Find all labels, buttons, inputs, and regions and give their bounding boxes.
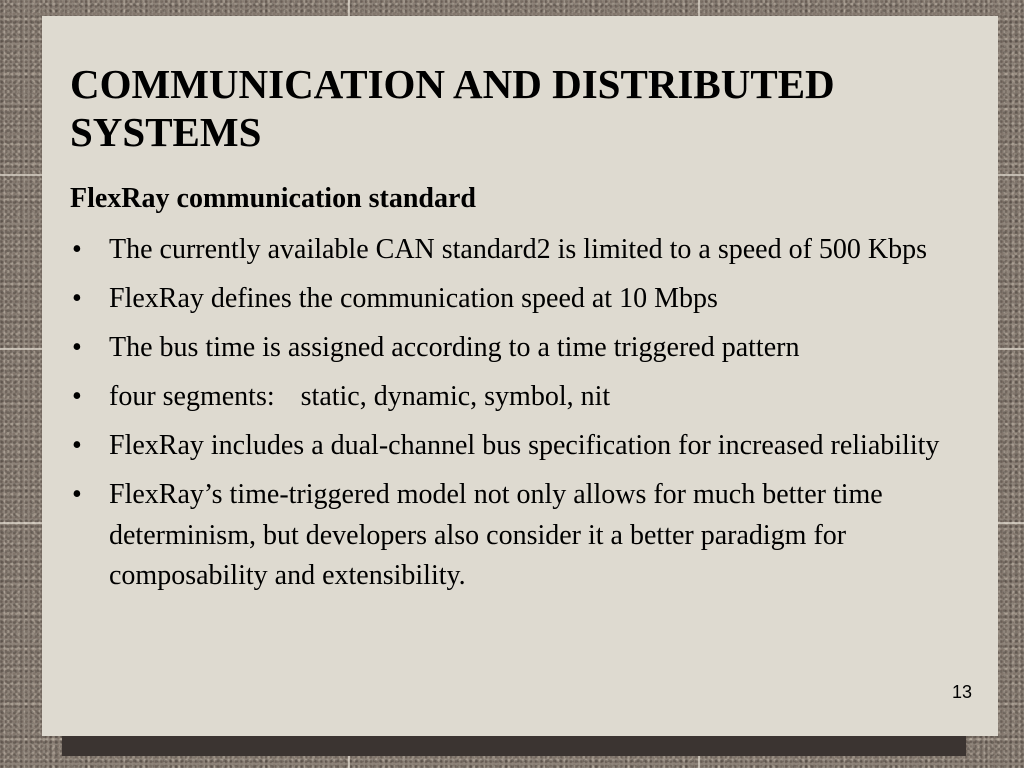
bullet-icon: •	[72, 479, 82, 510]
list-item	[70, 279, 970, 320]
segments-label: four segments:	[109, 381, 275, 412]
bullet-icon: •	[72, 283, 82, 314]
slide-title: COMMUNICATION AND DISTRIBUTED SYSTEMS	[70, 61, 835, 155]
bullet-list	[70, 230, 970, 605]
bullet-icon: •	[72, 234, 82, 265]
list-item	[70, 328, 970, 369]
list-item	[70, 230, 970, 271]
bullet-icon: •	[72, 332, 82, 363]
list-item	[70, 377, 970, 418]
list-item	[70, 475, 970, 597]
bullet-text: The currently available CAN standard2 is limited to a speed of 500 Kbps	[109, 234, 928, 265]
bullet-text: The bus time is assigned according to a time triggered pattern	[109, 332, 800, 363]
bullet-text: FlexRay’s time-triggered model not only allows for much better time determinism, but developers also consider it a better paradigm for composability and extensibility.	[109, 479, 883, 591]
bullet-icon: •	[72, 430, 82, 461]
page-number: 13	[951, 682, 972, 702]
slide-subtitle: FlexRay communication standard	[70, 183, 476, 214]
list-item	[70, 426, 970, 467]
bullet-text: FlexRay includes a dual-channel bus specification for increased reliability	[109, 430, 940, 461]
bullet-text: FlexRay defines the communication speed at 10 Mbps	[109, 283, 718, 314]
bullet-icon: •	[72, 381, 82, 412]
segments-list: static, dynamic, symbol, nit	[300, 381, 611, 412]
slide-panel	[42, 16, 998, 736]
